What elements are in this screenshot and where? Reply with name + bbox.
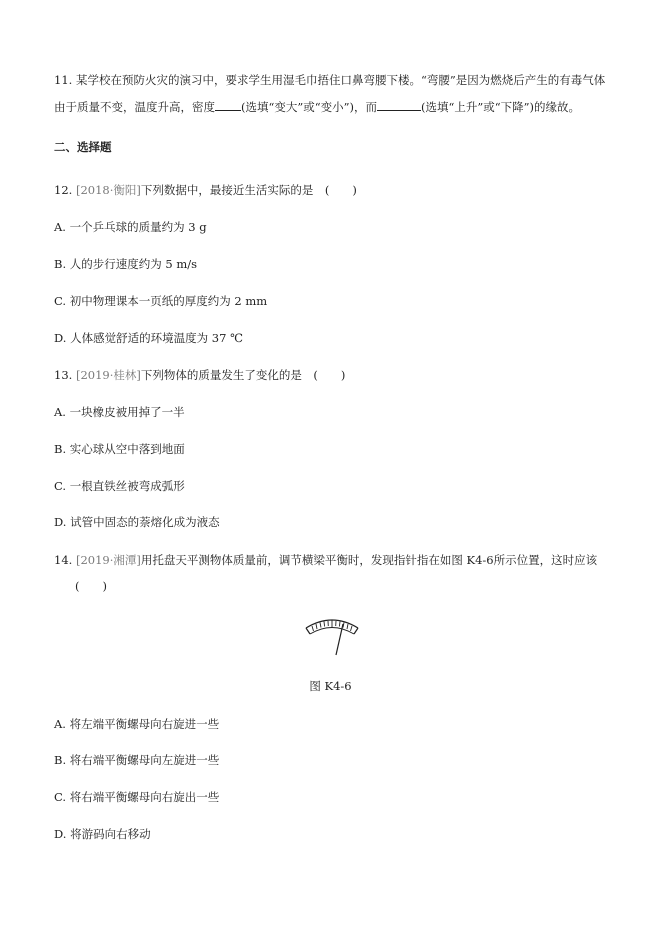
q12-number: 12.	[54, 183, 73, 197]
q11-line1: 11. 某学校在预防火灾的演习中，要求学生用湿毛巾捂住口鼻弯腰下楼。“弯腰”是因为燃烧后产生的有毒气体	[54, 73, 606, 87]
q12-option-c: C. 初中物理课本一页纸的厚度约为 2 mm	[54, 294, 268, 308]
figure-caption: 图 K4-6	[309, 679, 352, 693]
q11-blank-2	[377, 99, 421, 111]
q14-stem	[54, 553, 624, 567]
q13-option-a: A. 一块橡皮被用掉了一半	[54, 405, 185, 419]
q14-stem-text: 用托盘天平测物体质量前，调节横梁平衡时，发现指针指在如图 K4-6所示位置，这时应该	[140, 553, 598, 567]
q13-number: 13.	[54, 368, 73, 382]
balance-pointer-scale-icon	[300, 614, 364, 656]
q11-blank-1	[215, 99, 241, 111]
q11-line2	[54, 99, 624, 114]
q12-source: [2018·衡阳]	[75, 183, 141, 197]
q11-text-a: 由于质量不变，温度升高，密度	[54, 100, 215, 114]
q12-option-b: B. 人的步行速度约为 5 m/s	[54, 257, 198, 271]
q13-option-b: B. 实心球从空中落到地面	[54, 442, 185, 456]
q13-option-d: D. 试管中固态的萘熔化成为液态	[54, 515, 220, 529]
q14-paren: ( )	[75, 579, 107, 593]
q12-option-d: D. 人体感觉舒适的环境温度为 37 ℃	[54, 331, 243, 345]
q13-stem	[54, 368, 624, 382]
q12-stem	[54, 183, 624, 197]
q13-source: [2019·桂林]	[75, 368, 141, 382]
q12-stem-text: 下列数据中，最接近生活实际的是 ( )	[140, 183, 357, 197]
q11-text-c: (选填“上升”或“下降”)的缘故。	[421, 100, 580, 114]
q14-option-b: B. 将右端平衡螺母向左旋进一些	[54, 753, 220, 767]
q14-option-c: C. 将右端平衡螺母向右旋出一些	[54, 790, 220, 804]
q14-number: 14.	[54, 553, 73, 567]
section-title: 二、选择题	[54, 140, 112, 154]
q11-text-b: (选填“变大”或“变小”)，而	[241, 100, 377, 114]
q14-source: [2019·湘潭]	[75, 553, 141, 567]
q14-option-d: D. 将游码向右移动	[54, 827, 151, 841]
q13-option-c: C. 一根直铁丝被弯成弧形	[54, 479, 185, 493]
q13-stem-text: 下列物体的质量发生了变化的是 ( )	[140, 368, 346, 382]
q12-option-a: A. 一个乒乓球的质量约为 3 g	[54, 220, 207, 234]
q14-option-a: A. 将左端平衡螺母向右旋进一些	[54, 717, 220, 731]
